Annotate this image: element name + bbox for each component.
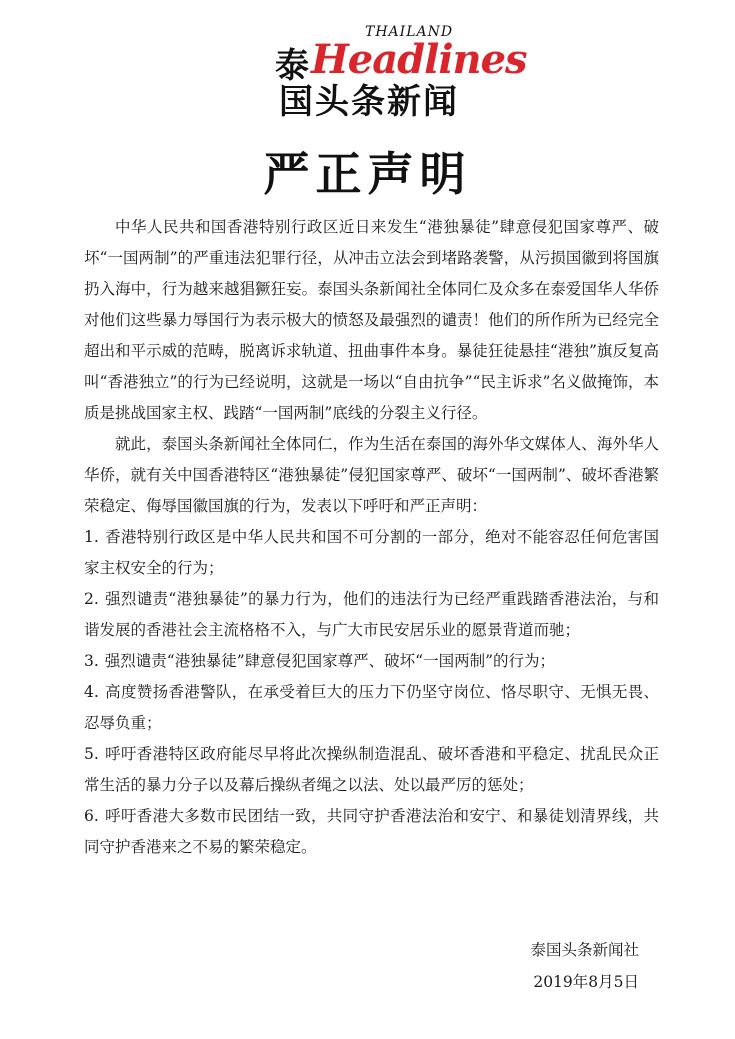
logo-headlines: Headlines	[311, 36, 527, 83]
logo-char: 泰	[275, 46, 309, 86]
list-item	[84, 677, 659, 739]
list-item	[84, 522, 659, 584]
signature-org: 泰国头条新闻社	[530, 941, 639, 959]
statement-body	[84, 212, 659, 863]
logo-thailand: THAILAND	[365, 24, 454, 40]
item-text: 高度赞扬香港警队，在承受着巨大的压力下仍坚守岗位、恪尽职守、无惧无畏、忍辱负重；	[84, 683, 659, 732]
item-text: 香港特别行政区是中华人民共和国不可分割的一部分，绝对不能容忍任何危害国家主权安全的行为；	[84, 528, 659, 577]
paragraph-intro: 中华人民共和国香港特别行政区近日来发生“港独暴徒”肆意侵犯国家尊严、破坏“一国两制”的严重违法犯罪行径，从冲击立法会到堵路袭警，从污损国徽到将国旗扔入海中，行为越来越猖獗狂妄。泰国头条新闻社全体同仁及众多在泰爱国华人华侨对他们这些暴力辱国行为表示极大的愤怒及最强烈的谴责！他们的所作所为已经完全超出和平示威的范畴，脱离诉求轨道、扭曲事件本身。暴徒狂徒悬挂“港独”旗反复高叫“香港独立”的行为已经说明，这就是一场以“自由抗争”“民主诉求”名义做掩饰，本质是挑战国家主权、践踏“一国两制”底线的分裂主义行径。	[84, 218, 659, 422]
item-number: 1.	[84, 528, 99, 546]
item-text: 呼吁香港大多数市民团结一致，共同守护香港法治和安宁、和暴徒划清界线，共同守护香港来之不易的繁荣稳定。	[84, 807, 659, 856]
page-title: 严正声明	[263, 147, 472, 201]
item-number: 3.	[84, 652, 99, 670]
list-item	[84, 739, 659, 801]
item-number: 5.	[84, 745, 99, 763]
list-item	[84, 584, 659, 646]
item-text: 强烈谴责“港独暴徒”肆意侵犯国家尊严、破坏“一国两制”的行为；	[104, 652, 555, 670]
item-text: 强烈谴责“港独暴徒”的暴力行为，他们的违法行为已经严重践踏香港法治，与和谐发展的香港社会主流格格不入，与广大市民安居乐业的愿景背道而驰；	[84, 590, 659, 639]
item-number: 6.	[84, 807, 99, 825]
item-number: 2.	[84, 590, 99, 608]
paragraph-declaration: 就此，泰国头条新闻社全体同仁，作为生活在泰国的海外华文媒体人、海外华人华侨，就有关中国香港特区“港独暴徒”侵犯国家尊严、破坏“一国两制”、破坏香港繁荣稳定、侮辱国徽国旗的行为，发表以下呼吁和严正声明：	[84, 435, 659, 515]
list-item	[84, 646, 659, 677]
list-item	[84, 801, 659, 863]
masthead-logo	[0, 18, 735, 122]
item-number: 4.	[84, 683, 99, 701]
signature-block	[530, 934, 639, 998]
item-text: 呼吁香港特区政府能尽早将此次操纵制造混乱、破坏香港和平稳定、扰乱民众正常生活的暴力分子以及幕后操纵者绳之以法、处以最严厉的惩处；	[84, 745, 659, 794]
logo-subtitle: 国头条新闻	[279, 82, 459, 122]
signature-date: 2019年8月5日	[533, 973, 639, 991]
statement-list	[84, 522, 659, 863]
